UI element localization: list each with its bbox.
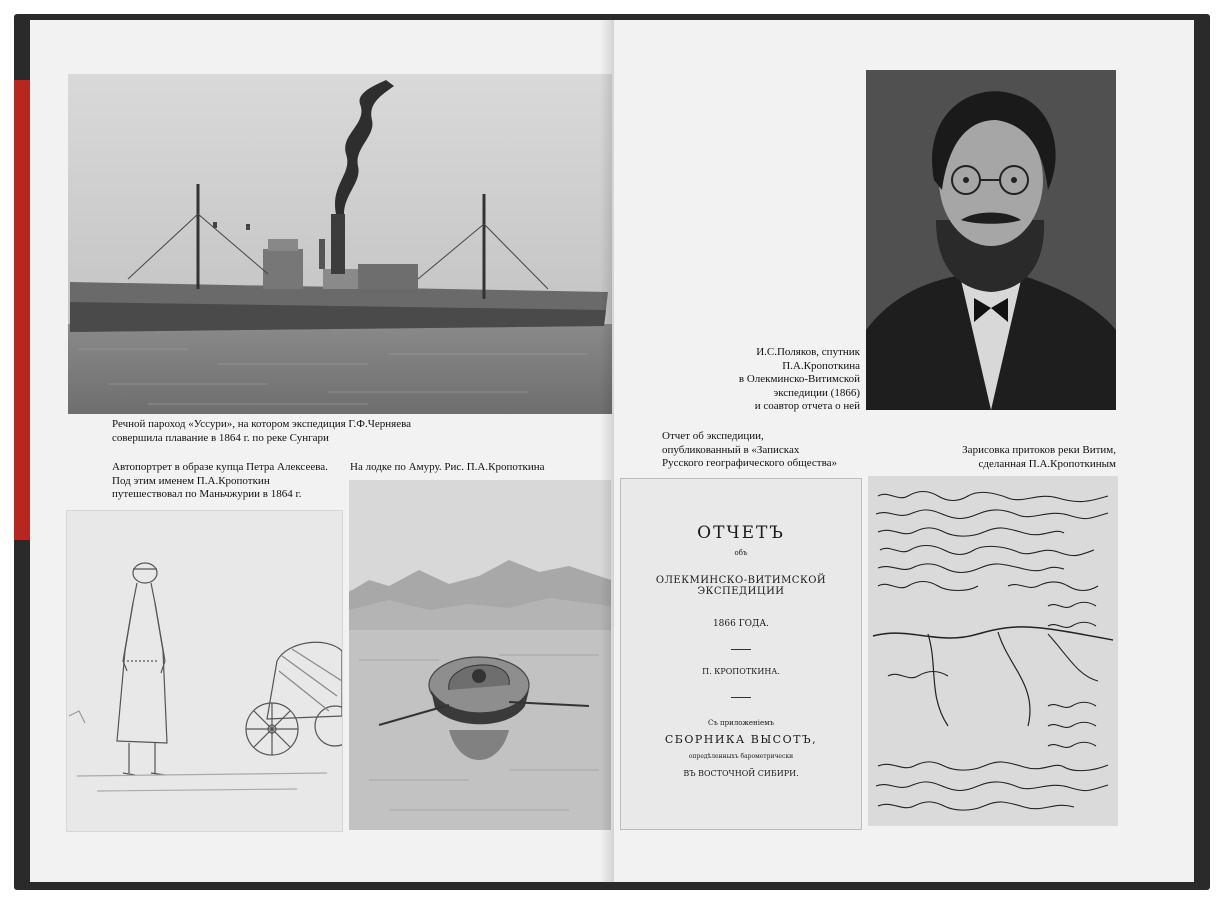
self-portrait-caption-line-2: Под этим именем П.А.Кропоткин — [112, 474, 270, 487]
title-page-appendix: Съ приложенiемъ — [707, 719, 775, 727]
steamer-caption — [112, 418, 612, 445]
title-page-heading: ОТЧЕТЪ — [697, 523, 785, 543]
polyakov-portrait-drawing — [866, 70, 1116, 410]
self-portrait-drawing — [67, 511, 342, 831]
title-page-divider-2 — [731, 697, 751, 698]
sketch-caption — [914, 444, 1116, 471]
vitim-manuscript-sketch — [868, 476, 1118, 826]
polyakov-caption-line-4: экспедиции (1866) — [773, 386, 860, 399]
polyakov-caption-line-5: и соавтор отчета о ней — [754, 400, 860, 412]
report-caption — [662, 430, 892, 471]
sketch-caption-line-1: Зарисовка притоков реки Витим, — [962, 444, 1116, 456]
report-caption-line-2: опубликованный в «Записках — [662, 443, 800, 456]
title-page-determined: опредѣленныхъ барометрически — [688, 753, 794, 760]
polyakov-caption-line-3: в Олекминско-Витимской — [738, 373, 860, 385]
steamer-caption-line-2: совершила плавание в 1864 г. по реке Сунгари — [112, 431, 329, 444]
title-page-ob: объ — [734, 549, 748, 557]
self-portrait-caption — [112, 461, 352, 502]
steamer-photo — [68, 74, 612, 414]
polyakov-portrait — [866, 70, 1116, 410]
boat-caption-text: На лодке по Амуру. Рис. П.А.Кропоткина — [350, 461, 545, 473]
title-page-collection: СБОРНИКА ВЫСОТЪ, — [664, 733, 818, 746]
steamer-illustration — [68, 74, 612, 414]
self-portrait-caption-line-3: путешествовал по Маньчжурии в 1864 г. — [112, 488, 302, 500]
right-page — [614, 20, 1194, 882]
polyakov-caption-line-2: П.А.Кропоткина — [782, 359, 860, 372]
self-portrait-caption-line-1: Автопортрет в образе купца Петра Алексеева. — [112, 461, 328, 473]
report-caption-line-3: Русского географического общества» — [662, 457, 838, 469]
amur-boat-sketch — [349, 480, 611, 830]
boat-caption — [350, 461, 610, 475]
steamer-caption-line-1: Речной пароход «Уссури», на котором экспедиция Г.Ф.Черняева — [112, 418, 412, 430]
title-page-author: П. КРОПОТКИНА. — [702, 667, 780, 676]
title-page-divider-1 — [731, 649, 751, 650]
title-page-expedition: ОЛЕКМИНСКО-ВИТИМСКОЙ ЭКСПЕДИЦИИ — [655, 575, 827, 597]
title-page-location: ВЪ ВОСТОЧНОЙ СИБИРИ. — [683, 769, 799, 778]
vitim-manuscript-drawing — [868, 476, 1118, 826]
self-portrait-sketch — [66, 510, 343, 832]
sketch-caption-line-2: сделанная П.А.Кропоткиным — [978, 457, 1116, 470]
amur-boat-drawing — [349, 480, 611, 830]
polyakov-caption — [704, 346, 860, 414]
report-caption-line-1: Отчет об экспедиции, — [662, 430, 764, 442]
polyakov-caption-line-1: И.С.Поляков, спутник — [756, 346, 860, 358]
left-page — [30, 20, 614, 882]
report-title-page — [620, 478, 862, 830]
title-page-year: 1866 ГОДА. — [712, 619, 770, 629]
